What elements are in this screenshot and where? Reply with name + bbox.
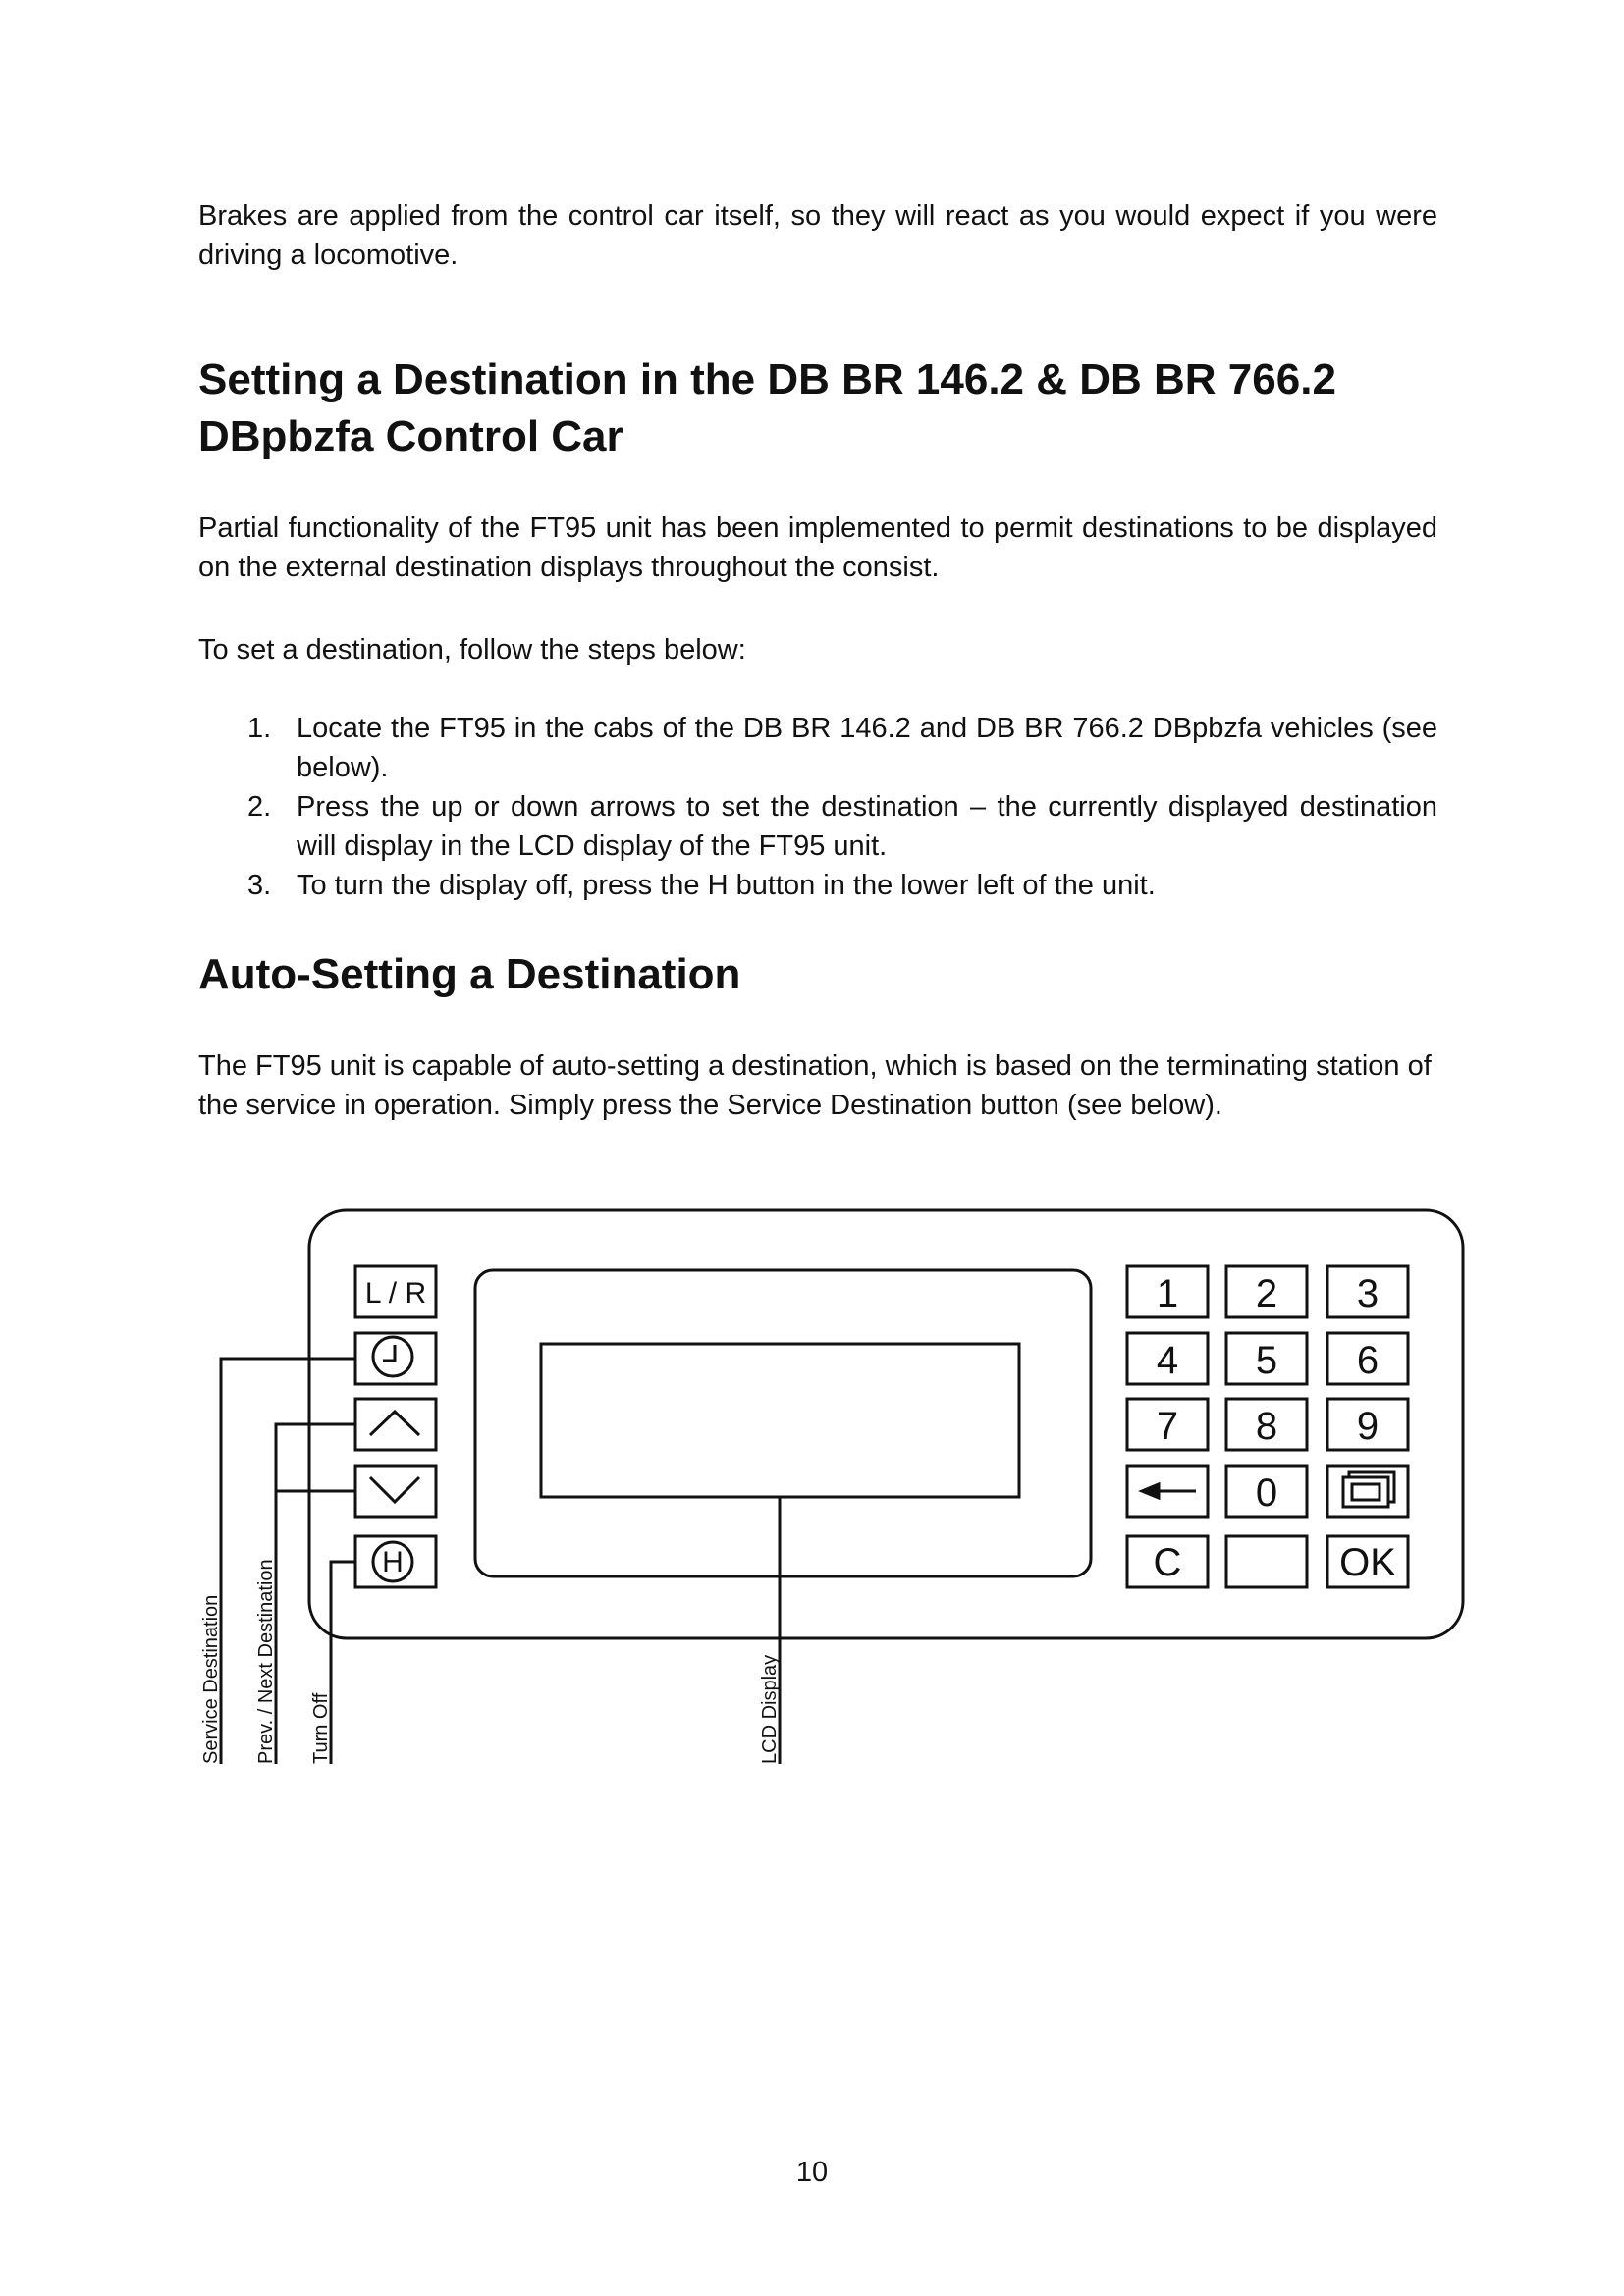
key-1-label: 1 [1156,1272,1179,1315]
list-item [198,866,1437,905]
key-6-label: 6 [1356,1339,1380,1382]
step-number: 2. [247,791,272,823]
list-item [198,787,1437,866]
key-3-label: 3 [1356,1272,1380,1315]
key-0-label: 0 [1255,1471,1278,1515]
section-heading-auto-setting: Auto-Setting a Destination [198,950,741,998]
lcd-display [541,1344,1019,1497]
step-number: 3. [247,870,272,901]
callout-prev-next-destination: Prev. / Next Destination [255,1559,277,1764]
intro-paragraph: Brakes are applied from the control car itself, so they will react as you would expect if you were driving a locomotive. [198,200,1437,271]
key-2-label: 2 [1255,1272,1278,1315]
up-arrow-button[interactable] [355,1399,436,1450]
step-text: To turn the display off, press the H button in the lower left of the unit. [297,870,1156,901]
ft95-unit-diagram [0,1178,1624,1787]
page-number: 10 [795,2157,829,2188]
arrow-left-icon [1142,1484,1159,1498]
windows-icon-front [1343,1477,1388,1507]
clock-hands [383,1345,395,1361]
down-arrow-button[interactable] [355,1466,436,1517]
key-7-label: 7 [1156,1405,1179,1448]
list-item [198,709,1437,787]
chevron-down-icon [370,1477,419,1502]
key-5-label: 5 [1255,1339,1278,1382]
clear-key-label: C [1153,1541,1182,1584]
lcd-bezel [475,1270,1091,1576]
steps-intro: To set a destination, follow the steps below: [198,634,746,666]
section1-paragraph: Partial functionality of the FT95 unit has been implemented to permit destinations to be displayed on the external destination displays throughout the consist. [198,512,1437,583]
callout-line-turn-off [331,1562,355,1764]
steps-list [198,709,1437,905]
blank-key[interactable] [1226,1536,1307,1587]
chevron-up-icon [370,1412,419,1435]
callout-service-destination: Service Destination [200,1594,222,1764]
ok-key-label: OK [1339,1541,1396,1584]
key-9-label: 9 [1356,1405,1380,1448]
step-text: Press the up or down arrows to set the destination – the currently displayed destination will display in the LCD display of the FT95 unit. [297,791,1437,862]
callout-lcd-display: LCD Display [759,1654,781,1764]
h-button-label: H [382,1546,404,1578]
callout-turn-off: Turn Off [310,1692,332,1764]
step-text: Locate the FT95 in the cabs of the DB BR 146.2 and DB BR 766.2 DBpbzfa vehicles (see below). [297,713,1437,783]
step-number: 1. [247,713,272,744]
clock-icon [373,1337,412,1376]
section2-paragraph: The FT95 unit is capable of auto-setting a destination, which is based on the terminating station of the service in operation. Simply press the Service Destination button (see below). [198,1050,1432,1121]
key-4-label: 4 [1156,1339,1179,1382]
lr-button-label: L / R [364,1277,427,1309]
section-heading-setting-destination: Setting a Destination in the DB BR 146.2 & DB BR 766.2 DBpbzfa Control Car [198,355,1336,460]
key-8-label: 8 [1255,1405,1278,1448]
